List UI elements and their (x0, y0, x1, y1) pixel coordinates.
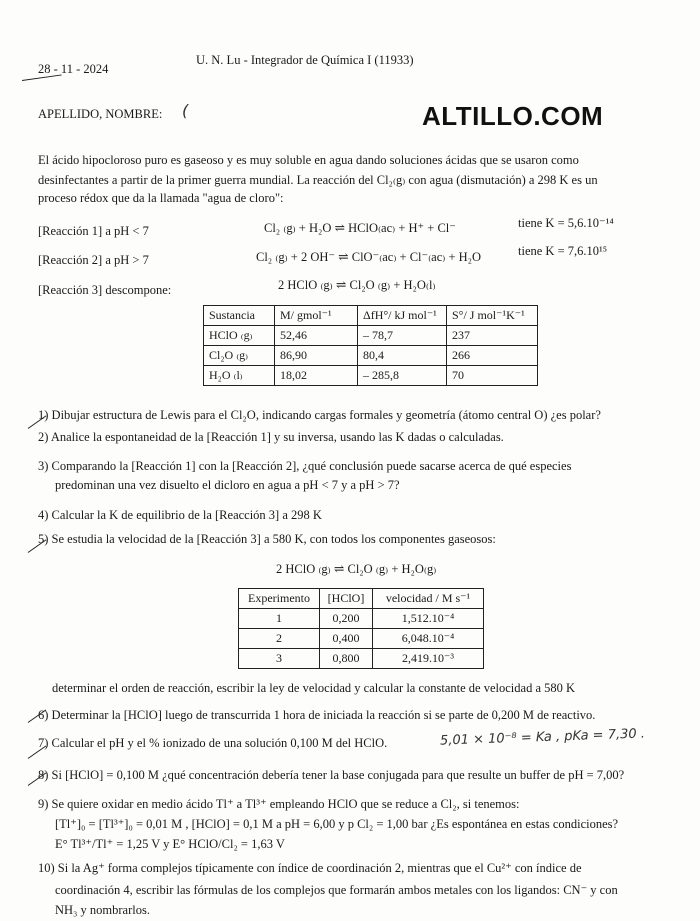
question-10-line-2: coordinación 4, escribir las fórmulas de los complejos que formarán ambos metales con los ligandos: CN⁻ y con (55, 883, 618, 897)
table-cell: 70 (447, 366, 538, 386)
table-cell: 86,90 (275, 346, 358, 366)
table-header-cell: velocidad / M s⁻¹ (373, 589, 484, 609)
reaction-1-equation: Cl₂ ₍g₎ + H₂O ⇌ HClO₍ac₎ + H⁺ + Cl⁻ (264, 221, 456, 235)
table-header-cell: [HClO] (320, 589, 373, 609)
table-header-cell: M/ gmol⁻¹ (275, 306, 358, 326)
table-cell: – 78,7 (358, 326, 447, 346)
table-header-cell: S°/ J mol⁻¹K⁻¹ (447, 306, 538, 326)
table-cell: 2 (239, 629, 320, 649)
thermo-table (203, 305, 538, 386)
table-cell: 3 (239, 649, 320, 669)
table-header-cell: Experimento (239, 589, 320, 609)
table-cell: 80,4 (358, 346, 447, 366)
question-8: 8) Si [HClO] = 0,100 M ¿qué concentración debería tener la base conjugada para que resulte un buffer de pH = 7,00? (38, 768, 625, 782)
table-row (239, 609, 484, 629)
question-9-line-2: [Tl⁺]₀ = [Tl³⁺]₀ = 0,01 M , [HClO] = 0,1 M a pH = 6,00 y p Cl₂ = 1,00 bar ¿Es espontánea en estas condiciones? (55, 817, 619, 831)
table-header-cell: Sustancia (204, 306, 275, 326)
name-label: APELLIDO, NOMBRE: (38, 107, 163, 121)
table-cell: 0,200 (320, 609, 373, 629)
reaction-2-equation: Cl₂ ₍g₎ + 2 OH⁻ ⇌ ClO⁻₍ac₎ + Cl⁻₍ac₎ + H₂O (256, 250, 482, 264)
rate-table-header (239, 589, 484, 609)
table-row (239, 629, 484, 649)
table-cell: 52,46 (275, 326, 358, 346)
question-5-equation: 2 HClO ₍g₎ ⇌ Cl₂O ₍g₎ + H₂O₍g₎ (276, 562, 437, 576)
table-cell: Cl₂O ₍g₎ (204, 346, 275, 366)
reaction-2-label: [Reacción 2] a pH > 7 (38, 253, 149, 267)
table-cell: 266 (447, 346, 538, 366)
table-cell: HClO ₍g₎ (204, 326, 275, 346)
question-7: 7) Calcular el pH y el % ionizado de una solución 0,100 M del HClO. (38, 736, 388, 750)
question-5-instructions: determinar el orden de reacción, escribir la ley de velocidad y calcular la constante de velocidad a 580 K (52, 681, 576, 695)
thermo-table-header (204, 306, 538, 326)
altillo-logo: ALTILLO.COM (422, 101, 604, 131)
table-cell: 18,02 (275, 366, 358, 386)
table-row (204, 366, 538, 386)
table-cell: 0,400 (320, 629, 373, 649)
question-6: 6) Determinar la [HClO] luego de transcurrida 1 hora de iniciada la reacción si se parte de 0,200 M de reactivo. (38, 708, 596, 722)
question-4: 4) Calcular la K de equilibrio de la [Reacción 3] a 298 K (38, 508, 322, 522)
table-cell: 1 (239, 609, 320, 629)
question-10-line-3: NH₃ y nombrarlos. (55, 903, 150, 917)
table-cell: 237 (447, 326, 538, 346)
rate-table (238, 588, 484, 669)
reaction-1-k: tiene K = 5,6.10⁻¹⁴ (518, 216, 614, 230)
reaction-1-label: [Reacción 1] a pH < 7 (38, 224, 149, 238)
exam-date: 28 - 11 - 2024 (38, 62, 109, 76)
reaction-2-k: tiene K = 7,6.10¹⁵ (518, 244, 608, 258)
question-5: 5) Se estudia la velocidad de la [Reacción 3] a 580 K, con todos los componentes gaseosos: (38, 532, 496, 546)
table-header-cell: ΔfH°/ kJ mol⁻¹ (358, 306, 447, 326)
question-9-line-1: 9) Se quiere oxidar en medio ácido Tl⁺ a Tl³⁺ empleando HClO que se reduce a Cl₂, si tenemos: (38, 797, 520, 811)
question-3-line-2: predominan una vez disuelto el dicloro en agua a pH < 7 y a pH > 7? (55, 478, 400, 492)
question-9-line-3: E° Tl³⁺/Tl⁺ = 1,25 V y E° HClO/Cl₂ = 1,63 V (55, 837, 285, 851)
intro-line-2: desinfectantes a partir de la primer guerra mundial. La reacción del Cl₂₍g₎ con agua (dismutación) a 298 K es un (38, 173, 598, 187)
table-cell: 0,800 (320, 649, 373, 669)
exam-title: U. N. Lu - Integrador de Química I (11933) (196, 53, 414, 67)
question-1: 1) Dibujar estructura de Lewis para el Cl₂O, indicando cargas formales y geometría (átomo central O) ¿es polar? (38, 408, 601, 422)
table-row (204, 346, 538, 366)
table-cell: – 285,8 (358, 366, 447, 386)
reaction-3-equation: 2 HClO ₍g₎ ⇌ Cl₂O ₍g₎ + H₂O₍l₎ (278, 278, 436, 292)
handwritten-answer: 5,01 × 10⁻⁸ = Ka , pKa = 7,30 . (439, 726, 646, 749)
table-row (239, 649, 484, 669)
question-10-line-1: 10) Si la Ag⁺ forma complejos típicamente con índice de coordinación 2, mientras que el Cu²⁺ con índice de (38, 861, 582, 875)
table-cell: 2,419.10⁻³ (373, 649, 484, 669)
table-cell: H₂O ₍l₎ (204, 366, 275, 386)
table-cell: 1,512.10⁻⁴ (373, 609, 484, 629)
intro-line-3: proceso rédox que da la llamada "agua de cloro": (38, 191, 284, 205)
name-handwriting: ( (182, 101, 189, 120)
question-3-line-1: 3) Comparando la [Reacción 1] con la [Reacción 2], ¿qué conclusión puede sacarse acerca de qué especies (38, 459, 572, 473)
question-2: 2) Analice la espontaneidad de la [Reacción 1] y su inversa, usando las K dadas o calculadas. (38, 430, 504, 444)
table-cell: 6,048.10⁻⁴ (373, 629, 484, 649)
reaction-3-label: [Reacción 3] descompone: (38, 283, 172, 297)
table-row (204, 326, 538, 346)
intro-line-1: El ácido hipocloroso puro es gaseoso y es muy soluble en agua dando soluciones ácidas que se usaron como (38, 153, 579, 167)
